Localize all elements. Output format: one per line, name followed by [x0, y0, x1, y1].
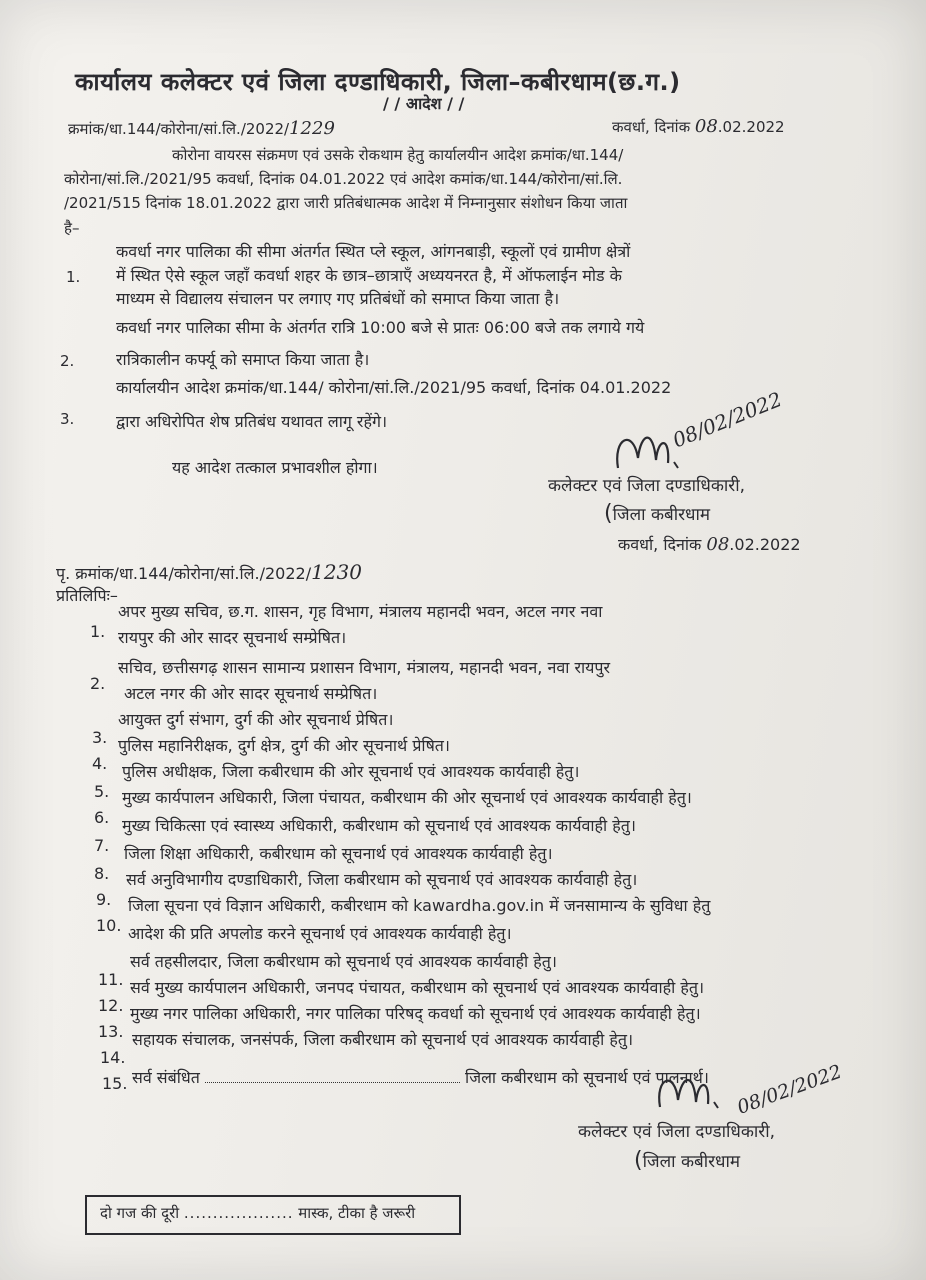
signature-2-date: 08/02/2022	[734, 1060, 845, 1119]
preamble-line: कोरोना वायरस संक्रमण एवं उसके रोकथाम हेतु कार्यालयीन आदेश क्रमांक/धा.144/	[172, 146, 624, 164]
copy-line: अटल नगर की ओर सादर सूचनार्थ सम्प्रेषित।	[124, 684, 378, 703]
point-line: कार्यालयीन आदेश क्रमांक/धा.144/ कोरोना/सां.लि./2021/95 कवर्धा, दिनांक 04.01.2022	[116, 378, 672, 397]
preamble-line: कोरोना/सां.लि./2021/95 कवर्धा, दिनांक 04.01.2022 एवं आदेश कमांक/धा.144/कोरोना/सां.लि.	[64, 170, 623, 188]
order-number-handwritten: 1229	[289, 118, 335, 139]
copy-line: सचिव, छत्तीसगढ़ शासन सामान्य प्रशासन विभाग, मंत्रालय, महानदी भवन, नवा रायपुर	[118, 658, 611, 677]
copy-line: आदेश की प्रति अपलोड करने सूचनार्थ एवं आवश्यक कार्यवाही हेतु।	[128, 924, 512, 943]
copy-label: प्रतिलिपिः–	[56, 586, 118, 605]
copy-number: 9.	[96, 890, 112, 909]
point-number: 1.	[66, 268, 81, 286]
signature-2-district: (जिला कबीरधाम	[634, 1148, 741, 1173]
copy-number: 1.	[90, 622, 106, 641]
copy-number: 13.	[98, 1022, 124, 1041]
copy-number: 2.	[90, 674, 106, 693]
copy-number: 7.	[94, 836, 110, 855]
signature-2-designation: कलेक्टर एवं जिला दण्डाधिकारी,	[578, 1122, 776, 1142]
copy-number: 6.	[94, 808, 110, 827]
copy-line: सर्व संबंधित जिला कबीरधाम को सूचनार्थ एवं पालनार्थ।	[132, 1068, 709, 1087]
effective-line: यह आदेश तत्काल प्रभावशील होगा।	[172, 458, 378, 477]
copy-line: जिला शिक्षा अधिकारी, कबीरधाम को सूचनार्थ एवं आवश्यक कार्यवाही हेतु।	[124, 844, 553, 863]
copy-number: 5.	[94, 782, 110, 801]
point-line: कवर्धा नगर पालिका की सीमा अंतर्गत स्थित प्ले स्कूल, आंगनबाड़ी, स्कूलों एवं ग्रामीण क्षेत्रों	[116, 242, 631, 261]
copy-line: जिला सूचना एवं विज्ञान अधिकारी, कबीरधाम को kawardha.gov.in में जनसामान्य के सुविधा हेतु	[128, 896, 711, 915]
copy-line: आयुक्त दुर्ग संभाग, दुर्ग की ओर सूचनार्थ प्रेषित।	[118, 710, 394, 729]
copy-number: 10.	[96, 916, 122, 935]
endorsement-number-handwritten: 1230	[311, 560, 363, 584]
copy-line: पुलिस महानिरीक्षक, दुर्ग क्षेत्र, दुर्ग की ओर सूचनार्थ प्रेषित।	[118, 736, 450, 755]
preamble-line: /2021/515 दिनांक 18.01.2022 द्वारा जारी प्रतिबंधात्मक आदेश में निम्नानुसार संशोधन किया जाता	[64, 194, 628, 212]
point-line: कवर्धा नगर पालिका सीमा के अंतर्गत रात्रि 10:00 बजे से प्रातः 06:00 बजे तक लगाये गये	[116, 318, 645, 337]
preamble-line: है–	[64, 219, 80, 237]
copy-line: पुलिस अधीक्षक, जिला कबीरधाम की ओर सूचनार्थ एवं आवश्यक कार्यवाही हेतु।	[122, 762, 580, 781]
copy-number: 3.	[92, 728, 108, 747]
copy-line: सहायक संचालक, जनसंपर्क, जिला कबीरधाम को सूचनार्थ एवं आवश्यक कार्यवाही हेतु।	[132, 1030, 634, 1049]
copy-number: 11.	[98, 970, 124, 989]
copy-number: 4.	[92, 754, 108, 773]
signature-1-designation: कलेक्टर एवं जिला दण्डाधिकारी,	[548, 476, 746, 496]
point-line: माध्यम से विद्यालय संचालन पर लगाए गए प्रतिबंधों को समाप्त किया जाता है।	[116, 289, 560, 308]
point-line: द्वारा अधिरोपित शेष प्रतिबंध यथावत लागू रहेंगे।	[116, 412, 388, 431]
order-place-date: कवर्धा, दिनांक 08.02.2022	[612, 116, 785, 137]
copy-number: 12.	[98, 996, 124, 1015]
endorsement-number: पृ. क्रमांक/धा.144/कोरोना/सां.लि./2022/1230	[56, 560, 363, 584]
signature-1-date: 08/02/2022	[669, 386, 786, 453]
copy-line: मुख्य चिकित्सा एवं स्वास्थ्य अधिकारी, कबीरधाम को सूचनार्थ एवं आवश्यक कार्यवाही हेतु।	[122, 816, 636, 835]
point-number: 2.	[60, 352, 75, 370]
copy-line: मुख्य नगर पालिका अधिकारी, नगर पालिका परिषद् कवर्धा को सूचनार्थ एवं आवश्यक कार्यवाही हेतु।	[130, 1004, 701, 1023]
signature-1-place-date: कवर्धा, दिनांक 08.02.2022	[618, 534, 801, 555]
office-title: कार्यालय कलेक्टर एवं जिला दण्डाधिकारी, जिला–कबीरधाम(छ.ग.)	[75, 68, 681, 96]
point-number: 3.	[60, 410, 75, 428]
signature-1-district: (जिला कबीरधाम	[604, 501, 711, 526]
copy-line: सर्व तहसीलदार, जिला कबीरधाम को सूचनार्थ एवं आवश्यक कार्यवाही हेतु।	[130, 952, 557, 971]
copy-number: 8.	[94, 864, 110, 883]
point-line: में स्थित ऐसे स्कूल जहॉं कवर्धा शहर के छात्र–छात्राऍं अध्ययनरत है, में ऑफलाईन मोड के	[116, 266, 622, 285]
copy-line: मुख्य कार्यपालन अधिकारी, जिला पंचायत, कबीरधाम की ओर सूचनार्थ एवं आवश्यक कार्यवाही हेतु।	[122, 788, 692, 807]
blank-line	[205, 1070, 460, 1083]
copy-number: 14.	[100, 1048, 126, 1067]
copy-number: 15.	[102, 1074, 128, 1093]
copy-line: सर्व मुख्य कार्यपालन अधिकारी, जनपद पंचायत, कबीरधाम को सूचनार्थ एवं आवश्यक कार्यवाही हेतु।	[130, 978, 705, 997]
copy-line: रायपुर की ओर सादर सूचनार्थ सम्प्रेषित।	[118, 628, 347, 647]
order-label: / / आदेश / /	[383, 94, 465, 113]
copy-line: सर्व अनुविभागीय दण्डाधिकारी, जिला कबीरधाम को सूचनार्थ एवं आवश्यक कार्यवाही हेतु।	[126, 870, 638, 889]
point-line: रात्रिकालीन कर्फ्यू को समाप्त किया जाता है।	[116, 350, 370, 369]
copy-line: अपर मुख्य सचिव, छ.ग. शासन, गृह विभाग, मंत्रालय महानदी भवन, अटल नगर नवा	[118, 602, 603, 621]
order-number: क्रमांक/धा.144/कोरोना/सां.लि./2022/1229	[68, 118, 335, 139]
footer-slogan: दो गज की दूरी ................... मास्क, टीका है जरूरी	[100, 1204, 416, 1222]
